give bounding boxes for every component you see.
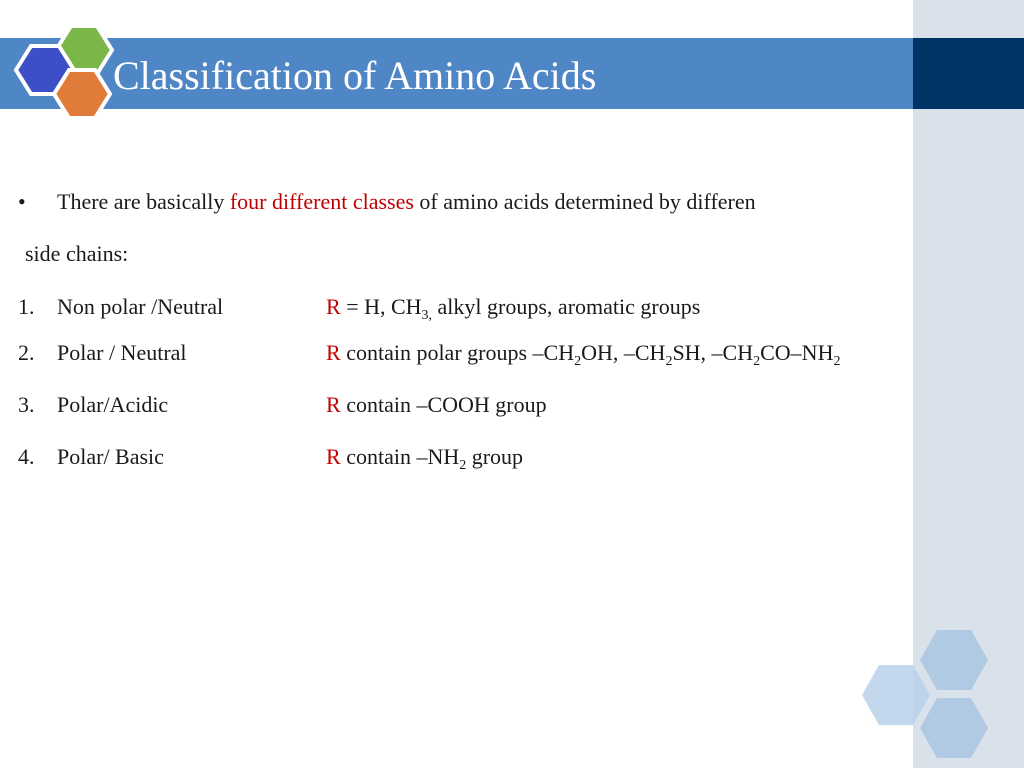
r-group-label: R [326,294,341,319]
r-group-label: R [326,340,341,365]
slide-title: Classification of Amino Acids [113,53,597,98]
item-number: 1. [18,294,35,319]
hexagon-decoration-icon [858,628,998,763]
intro-text: There are basically [57,189,230,214]
intro-continuation: side chains: [25,241,129,266]
item-class-name: Polar/Acidic [57,392,169,417]
item-class-name: Polar/ Basic [57,444,164,469]
title-accent [913,38,1024,109]
bullet-icon: • [18,189,26,214]
item-class-name: Polar / Neutral [57,340,187,365]
item-description: R = H, $CH_{3,}$ alkyl groups, aromatic groups [326,294,701,323]
intro-highlight: four different classes [229,189,414,214]
item-number: 4. [18,444,35,469]
item-description: R contain –COOH group [326,392,547,417]
item-description: R contain polar groups $-CH_2OH$, $-CH_2SH$, $-CH_2CO-NH_2$ [326,340,841,369]
intro-text-end: of amino acids determined by differen [413,189,756,214]
r-group-label: R [326,444,341,469]
hexagon-logo-icon [10,22,120,127]
r-group-label: R [326,392,341,417]
item-class-name: Non polar /Neutral [57,294,224,319]
item-number: 3. [18,392,35,417]
intro-paragraph [57,189,756,215]
item-description: R contain $-NH_2$ group [326,444,524,473]
item-number: 2. [18,340,35,365]
